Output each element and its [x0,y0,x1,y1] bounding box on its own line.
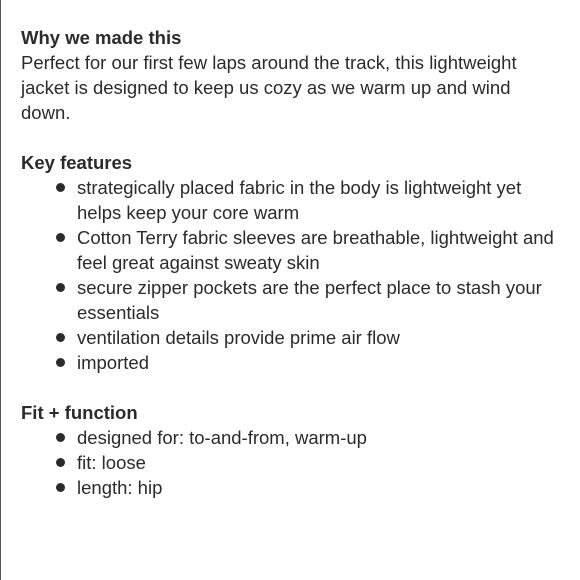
section-spacer [21,375,571,400]
bullet-icon [56,458,65,467]
key-features-list [21,175,561,375]
list-item [21,175,561,225]
list-item [21,450,561,475]
list-item-text: Cotton Terry fabric sleeves are breathable, lightweight and feel great against sweaty skin [77,227,554,273]
list-item [21,425,561,450]
list-item-text: length: hip [77,477,163,498]
description-content [21,25,571,500]
key-features-heading: Key features [21,152,133,173]
list-item [21,325,561,350]
bullet-icon [56,358,65,367]
list-item [21,275,561,325]
section-spacer [21,125,571,150]
list-item-text: strategically placed fabric in the body is lightweight yet helps keep your core warm [77,177,522,223]
list-item-text: ventilation details provide prime air flow [77,327,400,348]
bullet-icon [56,283,65,292]
list-item-text: secure zipper pockets are the perfect place to stash your essentials [77,277,542,323]
bullet-icon [56,333,65,342]
why-we-made-this-heading: Why we made this [21,27,182,48]
list-item-text: fit: loose [77,452,146,473]
list-item-text: imported [77,352,149,373]
bullet-icon [56,233,65,242]
bullet-icon [56,433,65,442]
fit-function-heading: Fit + function [21,402,138,423]
bullet-icon [56,183,65,192]
list-item [21,350,561,375]
list-item [21,475,561,500]
why-we-made-this-text: Perfect for our first few laps around the track, this lightweight jacket is designed to keep us cozy as we warm up and wind down. [21,52,517,123]
bullet-icon [56,483,65,492]
list-item-text: designed for: to-and-from, warm-up [77,427,367,448]
fit-function-list [21,425,561,500]
list-item [21,225,561,275]
